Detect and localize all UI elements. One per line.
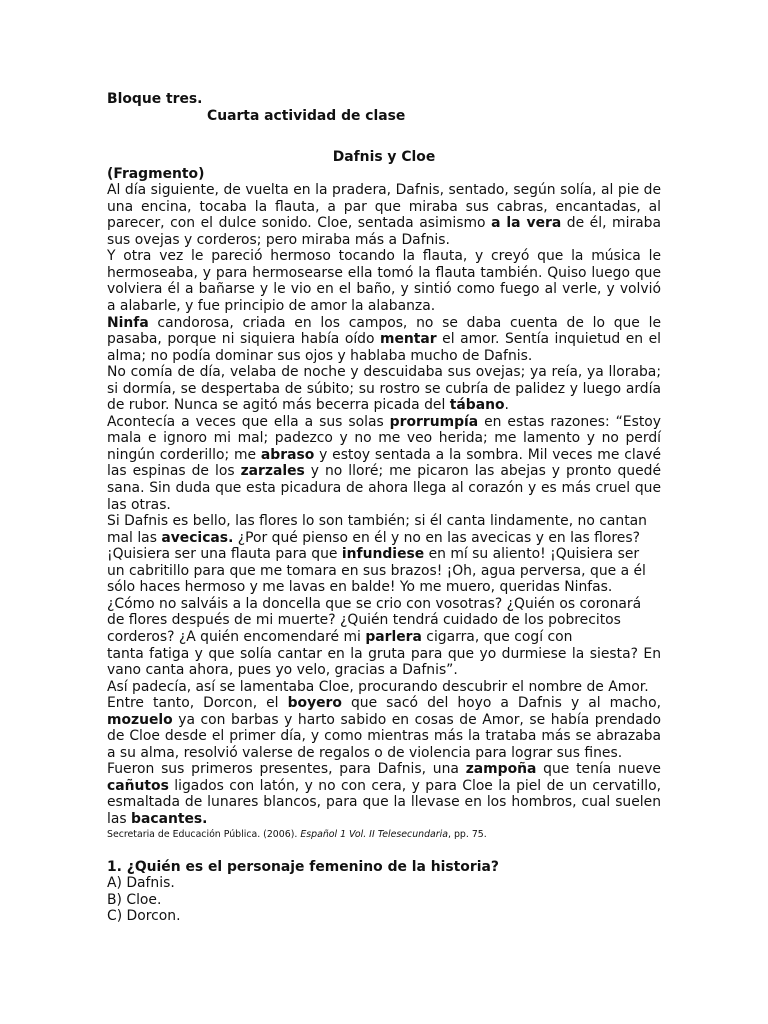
story-paragraph <box>107 679 661 696</box>
vocabulary-word: avecicas. <box>161 529 234 546</box>
paragraph-text: ya con barbas y harto sabido en cosas de Amor, se había prendado de Cloe desde el primer día, y como mientras más la trataba más se abrazaba a su alma, resolvió valerse de regalos o de violencia para lograr sus fines. <box>107 711 661 761</box>
story-title: Dafnis y Cloe <box>332 149 436 166</box>
paragraph-text: ¿Por qué pienso en él y no en las avecicas y en las flores? ¡Quisiera ser una flauta para que <box>107 529 640 563</box>
story-paragraph <box>107 414 661 513</box>
story-paragraph <box>107 248 661 314</box>
paragraph-text: Si Dafnis es bello, las flores lo son también; si él canta lindamente, no cantan mal las <box>107 513 647 546</box>
story-paragraph <box>107 695 661 761</box>
paragraph-text: No comía de día, velaba de noche y descuidaba sus ovejas; ya reía, ya lloraba; si dormía, se despertaba de súbito; su rostro se cubría de palidez y luego ardía de rubor. Nunca se agitó más becerra picada del <box>107 364 661 414</box>
citation-suffix: , pp. 75. <box>448 828 487 840</box>
paragraph-text: en mí su aliento! ¡Quisiera ser un cabritillo para que me tomara en sus brazos! ¡Oh, agua perversa, que a él sólo haces hermoso y me lavas en balde! Yo me muero, queridas Ninfas. ¿Cómo no salváis a la doncella que se crio con vosotras? ¿Quién os coronará de flores después de mi muerte? ¿Quién tendrá cuidado de los pobrecitos corderos? ¿A quién encomendaré mi <box>107 546 646 645</box>
vocabulary-word: zampoña <box>465 761 537 778</box>
document-page <box>107 91 661 925</box>
answer-option-c[interactable]: C) Dorcon. <box>107 908 181 925</box>
vocabulary-word: cañutos <box>107 777 169 794</box>
answer-option-a[interactable]: A) Dafnis. <box>107 875 175 892</box>
fragment-label: (Fragmento) <box>107 165 205 182</box>
paragraph-text: y estoy sentada a la sombra. Mil veces me clavé las espinas de los <box>107 446 661 480</box>
paragraph-text: cigarra, que cogí con <box>421 628 573 645</box>
story-paragraph <box>107 315 661 365</box>
paragraph-text: el amor. Sentía inquietud en el alma; no podía dominar sus ojos y hablaba mucho de Dafnis. <box>107 331 661 364</box>
story-paragraph <box>107 761 661 827</box>
story-paragraph <box>107 513 661 645</box>
paragraph-text: Así padecía, así se lamentaba Cloe, procurando descubrir el nombre de Amor. <box>107 678 649 695</box>
paragraph-text: candorosa, criada en los campos, no se daba cuenta de lo que le pasaba, porque ni siquiera había oído <box>107 314 661 348</box>
question-text: 1. ¿Quién es el personaje femenino de la historia? <box>107 858 499 875</box>
paragraph-text: Fueron sus primeros presentes, para Dafnis, una <box>107 761 466 778</box>
paragraph-text: . <box>504 397 509 414</box>
paragraph-text: y no lloré; me picaron las abejas y pronto quedé sana. Sin duda que esta picadura de ahora llega al corazón y es más cruel que las otras. <box>107 463 662 513</box>
paragraph-text: Acontecía a veces que ella a sus solas <box>107 413 390 430</box>
citation-work: Español 1 Vol. II Telesecundaria <box>300 828 448 840</box>
paragraph-text: en estas razones: “Estoy mala e ignoro mi mal; padezco y no me veo herida; me lamento y no perdí ningún corderillo; me <box>107 413 661 463</box>
paragraph-text: Y otra vez le pareció hermoso tocando la flauta, y creyó que la música le hermoseaba, y para hermosearse ella tomó la flauta también. Quiso luego que volviera él a bañarse y le vio en el baño, y sintió como fuego al verle, y volvió a alabarle, y fue principio de amor la alabanza. <box>107 248 661 315</box>
paragraph-text: de él, miraba sus ovejas y corderos; pero miraba más a Dafnis. <box>107 215 661 248</box>
vocabulary-word: mozuelo <box>107 711 173 728</box>
vocabulary-word: tábano <box>449 397 505 414</box>
block-heading: Bloque tres. <box>107 91 203 107</box>
activity-heading: Cuarta actividad de clase <box>207 107 406 124</box>
answer-option-b[interactable]: B) Cloe. <box>107 891 162 908</box>
paragraph-text: tanta fatiga y que solía cantar en la gruta para que yo durmiese la siesta? En vano canta ahora, pues yo velo, gracias a Dafnis”. <box>107 645 661 679</box>
citation <box>107 829 661 841</box>
paragraph-text: Entre tanto, Dorcon, el <box>107 695 288 712</box>
vocabulary-word: abraso <box>260 446 315 463</box>
vocabulary-word: a la vera <box>491 215 562 232</box>
paragraph-text: que tenía nueve <box>536 761 661 778</box>
vocabulary-word: Ninfa <box>107 314 149 331</box>
paragraph-text: que sacó del hoyo a Dafnis y al macho, <box>341 695 661 712</box>
citation-prefix: Secretaria de Educación Pública. (2006). <box>107 828 301 840</box>
paragraph-text: Al día siguiente, de vuelta en la pradera, Dafnis, sentado, según solía, al pie de una encina, tocaba la flauta, a par que miraba sus cabras, encantadas, al parecer, con el dulce sonido. Cloe, sentada asimismo <box>107 182 661 232</box>
vocabulary-word: infundiese <box>341 546 425 563</box>
story-body <box>107 182 661 827</box>
vocabulary-word: bacantes. <box>131 810 208 827</box>
story-paragraph <box>107 364 661 414</box>
story-paragraph <box>107 182 661 248</box>
vocabulary-word: parlera <box>365 628 422 645</box>
vocabulary-word: mentar <box>380 331 437 348</box>
vocabulary-word: boyero <box>287 695 342 712</box>
vocabulary-word: zarzales <box>240 463 305 480</box>
question-block <box>107 859 661 925</box>
paragraph-text: ligados con latón, y no con cera, y para Cloe la piel de un cervatillo, esmaltada de lunares blancos, para que la llevase en los hombros, cual suelen las <box>107 777 661 827</box>
vocabulary-word: prorrumpía <box>389 413 479 430</box>
story-paragraph <box>107 646 661 679</box>
